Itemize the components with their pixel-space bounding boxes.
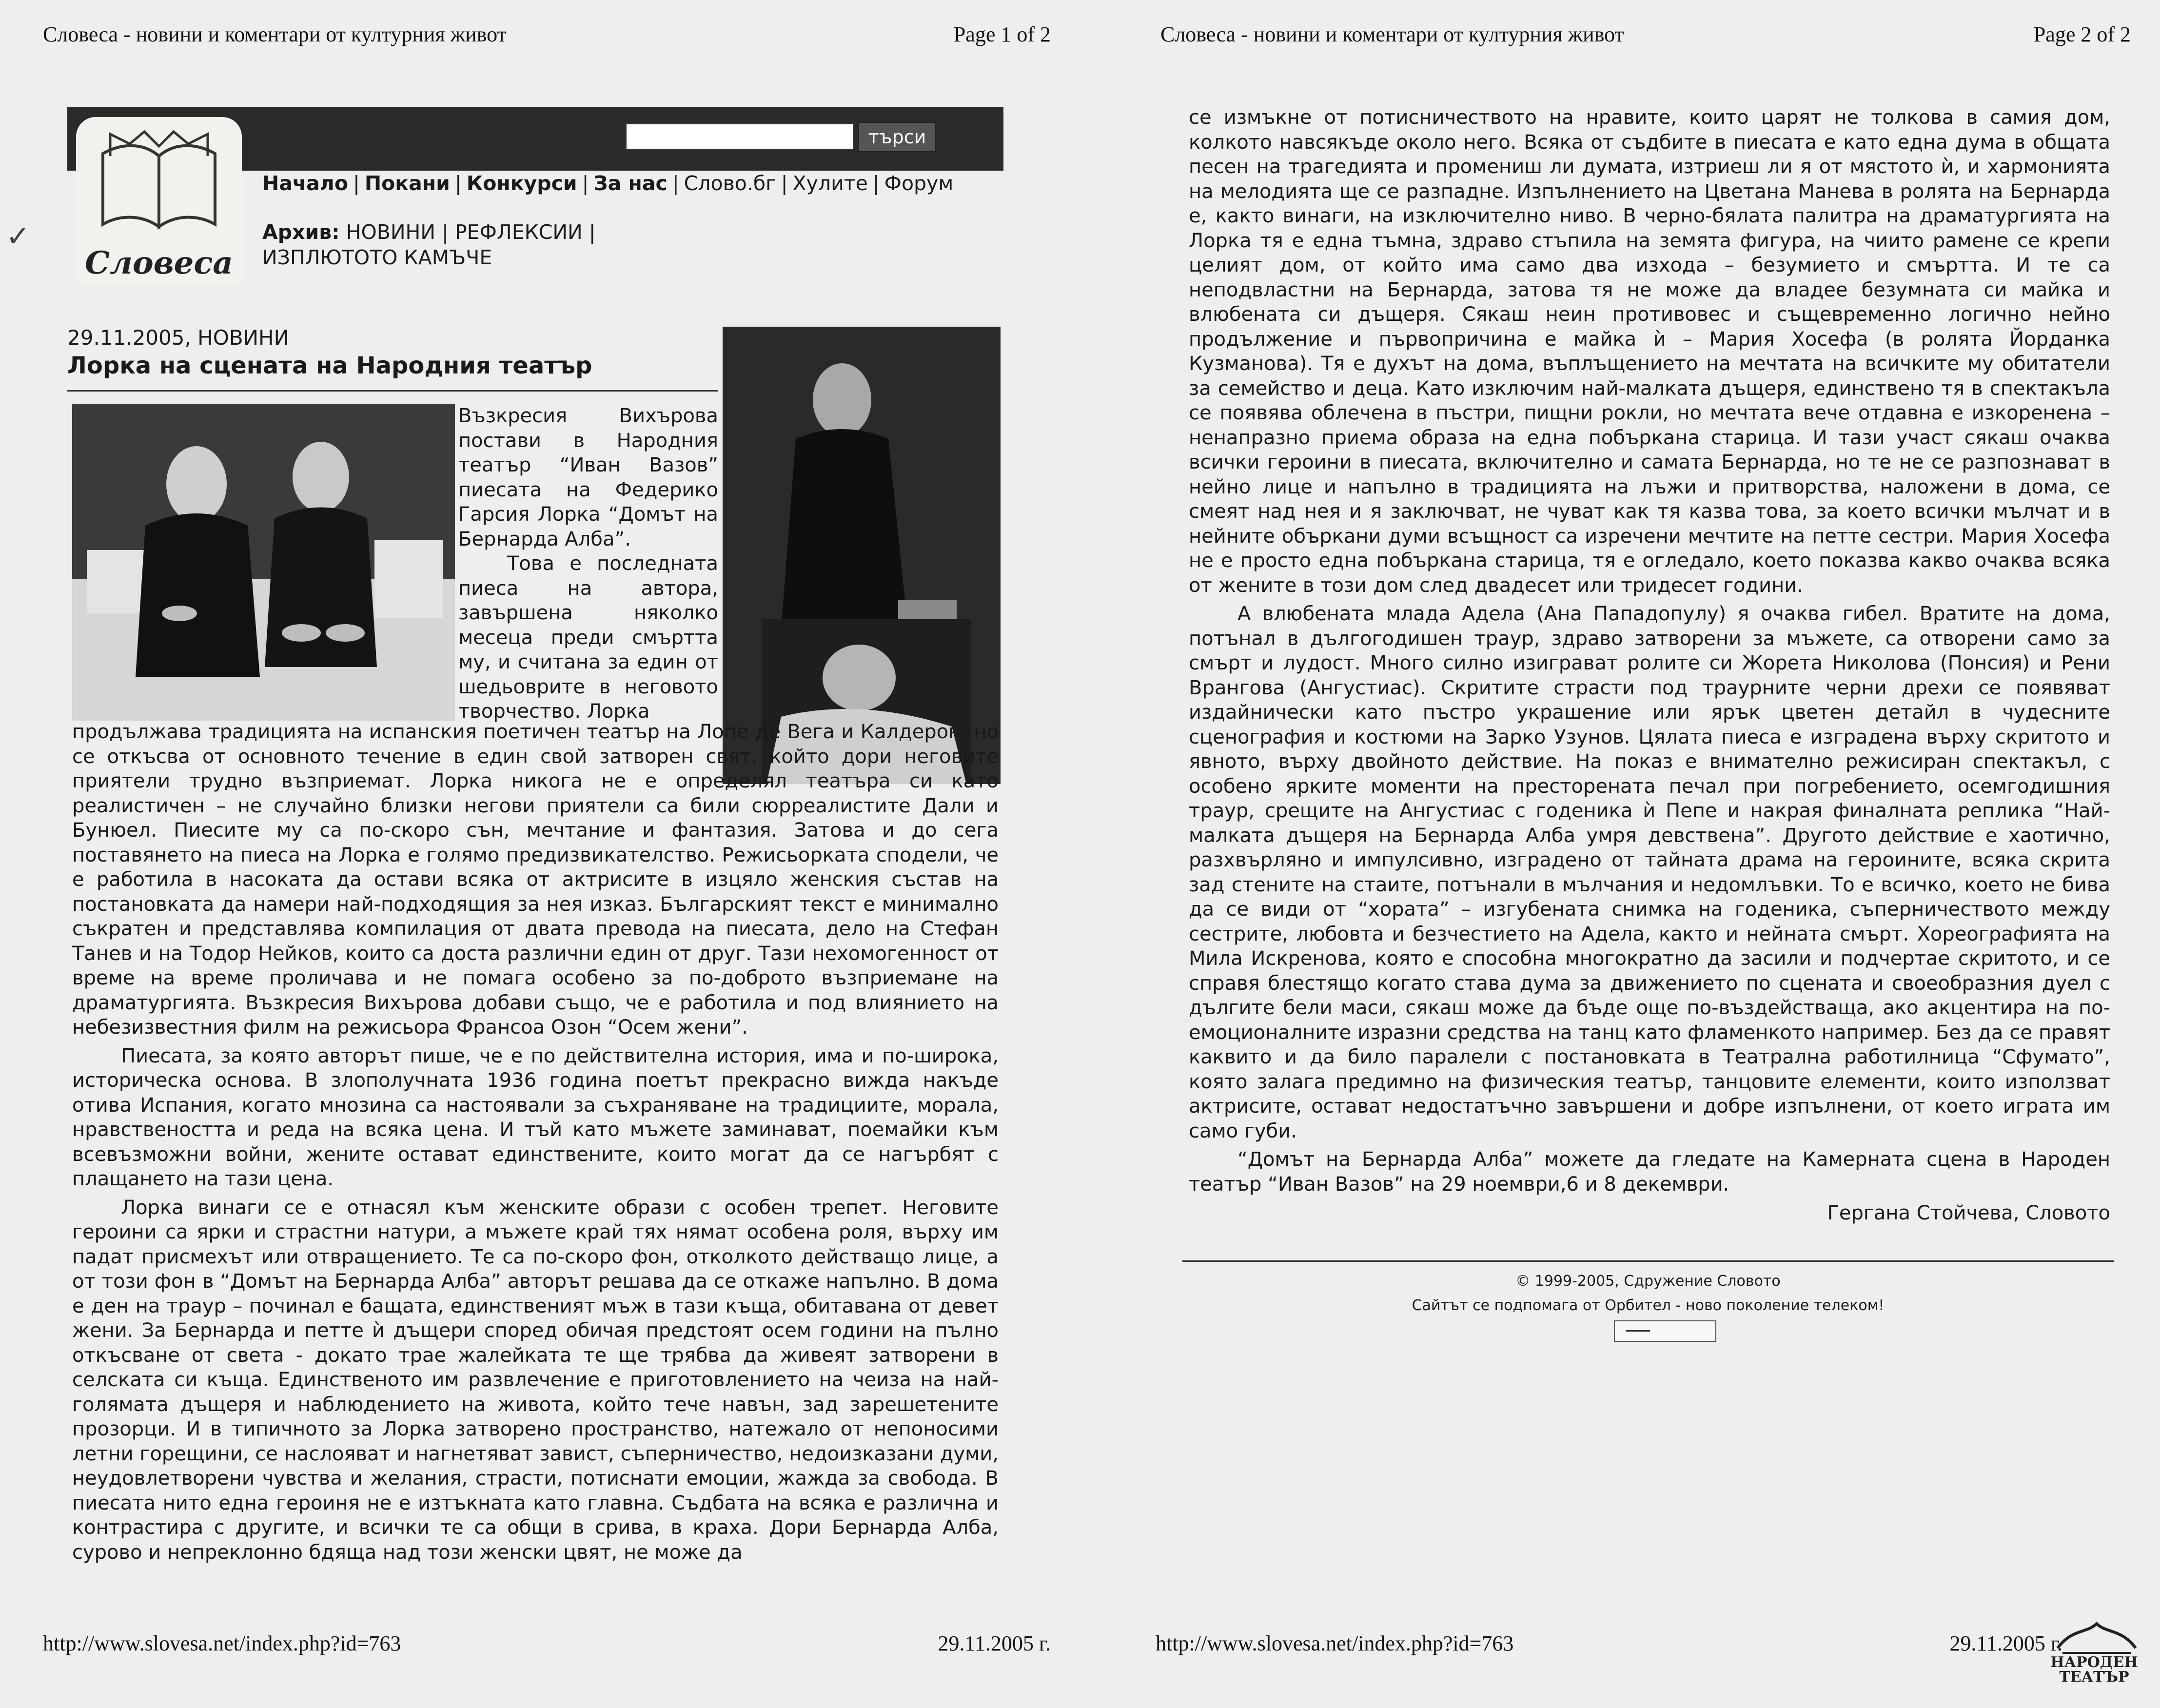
article-paragraph-5: А влюбената млада Адела (Ана Пападопулу) я очаква гибел. Вратите на дома, потънал в дългогодишен траур, здраво затворени за мъжете, са отворени само за смърт и лудост. Много силно изиграват ролите си Жорета Николова (Понсия) и Рени Врангова (Ангустиас). Скритите страсти под траурните черни дрехи се появяват издайнически като пъстро украшение или ярък цветен детайл в чудесните сценография и костюми на Зарко Узунов. Цялата пиеса е изградена върху скритото и явното, върху двойното действие. На показ е внимателно режисиран спектакъл, с особено ярките моменти на престорената печал при погребението, осемгодишния траур, срещите на Ангустиас с годеника ѝ Пепе и накрая финалната реплика “Най-малката дъщеря на Бернарда Алба умря девствена”. Другото действие е хаотично, разхвърляно и импулсивно, изградено от тайната драма на героините, всяка скрита зад стените на стаите, потънали в мълчания и недомлъвки. То е всичко, което не бива да се види от “хората” – изгубената снимка на годеника, съперничеството между сестрите, любовта и безчестието на Адела, както и нейната смърт. Хореографията на Мила Искренова, която е способна многократно да засили и подчертае скритото, и се справя блестящо когато става дума за движението по сцената и своеобразния дуел с дългите бели маси, сякаш може да бъде още по-въздействаща, ако акцентира на по-емоционалните изразни средства на танц като фламенкото например. Без да се правят каквито и да било паралели с постановката в Театрална работилница “Сфумато”, която залага предимно на физическия театър, танцовите елементи, които използват актрисите, остават недостатъчно завършени и добре изпълнени, от което играта им само губи. [1189, 603, 2110, 1142]
print-footer-date: 29.11.2005 г. [1949, 1631, 2062, 1655]
nav-link-forum[interactable]: Форум [884, 172, 954, 195]
print-footer-url: http://www.slovesa.net/index.php?id=763 [43, 1631, 401, 1655]
print-header-title: Словеса - новини и коментари от културния живот [1160, 22, 1624, 46]
print-footer-date: 29.11.2005 г. [938, 1631, 1051, 1655]
title-divider [67, 390, 718, 392]
article-paragraph-4: се измъкне от потисничеството на нравите, които царят не толкова в самия дом, колкото навсякъде около него. Всяка от съдбите в пиесата е като една дума в общата песен на трагедията и промениш ли думата, изтриеш ли я от мястото ѝ, и хармонията на мелодията ще се разпадне. Изпълнението на Цветана Манева в ролята на Бернарда е, както винаги, на изключително ниво. В черно-бялата палитра на драматургията на Лорка тя е една тъмна, здраво стъпила на земята фигура, на чиито рамене се крепи целият дом, от който има само два изхода – безумието и смъртта. И те са неподвластни на Бернарда, затова тя не може да владее безумната си майка и влюбената си дъщеря. Сякаш неин противовес и същевременно логично нейно продължение и първопричина е майка ѝ – Мария Хосефа (в ролята Йорданка Кузманова). Тя е духът на дома, въплъщението на мечтата на всичките му обитатели за семейство и деца. Като изключим най-малката дъщеря, единствено тя в спектакъла се появява облечена в пъстри, пищни рокли, но мечтата вече отдавна е изкоренена – ненапразно приема образа на една побъркана старица. И тази участ сякаш очаква всички героини в пиесата, включително и самата Бернарда, но те не се разпознават в нейно лице и напълно в традицията на лъжи и притворства, наложени в дома, се смеят над нея и я заключват, не чуват как тя казва това, за което всички мълчат и в нейните объркани думи всъщност са изречени мечтите на петте сестри. Мария Хосефа не е просто една побъркана старица, тя е огледало, което показва какво очаква всяка от жените в този дом след двадесет или тридесет години. [1189, 106, 2110, 597]
site-sponsor-note[interactable]: Сайтът се подпомага от Орбител - ново поколение телеком! [1412, 1297, 1885, 1314]
article-paragraph-2: Пиесата, за която авторът пише, че е по действителна история, има и по-широка, историческа основа. В злополучната 1936 година поетът прекрасно вижда накъде отива Испания, когато мнозина са настоявали за съхраняване на традициите, морала, нравствеността и реда на всяка цена. И тъй като мъжете заминават, поемайки към всевъзможни войни, жените остават единствените, които могат да се нагърбят с плащането на тази цена. [72, 1044, 999, 1190]
stage-photo-mother-daughter [723, 327, 1001, 784]
logo-wordmark: Словеса [85, 245, 233, 281]
article-body-page-1 [72, 720, 999, 1565]
counter-badge[interactable] [1614, 1320, 1716, 1342]
site-copyright: © 1999-2005, Сдружение Словото [1515, 1273, 1781, 1290]
theatre-stamp-text: НАРОДЕН ТЕАТЪР [2050, 1654, 2138, 1686]
article-paragraph-3: Лорка винаги се е отнасял към женските образи с особен трепет. Неговите героини са ярки и страстни натури, а мъжете край тях нямат особена роля, върху им падат присмехът или отвращението. Те са по-скоро фон, отколкото действащо лице, а от този фон в “Домът на Бернарда Алба” авторът решава да се откаже напълно. В дома е ден на траур – починал е бащата, единственият мъж в тази къща, обитавана от девет жени. За Бернарда и петте ѝ дъщери според обичая предстоят осем години на пълно откъсване от света - докато трае жалейката те ще трябва да живеят затворени в селската си къща. Единственото им развлечение е приготовлението на чеиза на най-голямата дъщеря и наблюдението на живота, който тече навън, зад зарешетените прозорци. И в типичното за Лорка затворено пространство, натежало от непоносими летни горещини, се наслояват и нагнетяват завист, съперничество, недоизказани думи, неудовлетворени чувства и желания, страсти, потиснати емоции, жажда за свобода. В пиесата нито една героиня не е изтъкната като главна. Съдбата на всяка е различна и контрастира с другите, и всички те са общи в срива, в краха. Дори Бернарда Алба, сурово и непреклонно бдяща над този женски цвят, не може да [72, 1196, 999, 1564]
print-page-label: Page 2 of 2 [2033, 22, 2131, 46]
print-footer [1156, 1631, 2131, 1656]
handwritten-check-mark: ✓ [6, 219, 31, 254]
print-page-label: Page 1 of 2 [953, 22, 1051, 46]
stage-photo-two-actresses [72, 404, 455, 721]
nav-link-slovo-bg[interactable]: Слово.бг [684, 172, 776, 195]
site-footer-divider [1182, 1260, 2114, 1262]
print-header [43, 22, 1051, 47]
nav-link-contests[interactable]: Конкурси [466, 172, 577, 195]
print-header-title: Словеса - новини и коментари от културния живот [43, 22, 507, 46]
nav-link-invitations[interactable]: Покани [364, 172, 450, 195]
article-date-category: 29.11.2005, НОВИНИ [67, 326, 290, 350]
nav-link-about[interactable]: За нас [593, 172, 668, 195]
nav-link-home[interactable]: Начало [262, 172, 348, 195]
search-input[interactable] [625, 123, 854, 150]
article-title: Лорка на сцената на Народния театър [67, 352, 592, 379]
print-footer-url: http://www.slovesa.net/index.php?id=763 [1156, 1631, 1514, 1655]
archive-label: Архив: [262, 220, 340, 244]
print-footer [43, 1631, 1051, 1656]
article-paragraph-1: продължава традицията на испанския поетичен театър на Лопе де Вега и Калдерон, но се откъсва от основното течение в един свой затворен свят, който дори неговите приятели трудно възприемат. Лорка никога не е определял театъра си като реалистичен – не случайно близки негови приятели са били сюрреалистите Дали и Бунюел. Пиесите му са по-скоро сън, мечтание и фантазия. Затова и до сега поставянето на пиеса на Лорка е голямо предизвикателство. Режисьорката сподели, че е работила в насоката да остави всяка от актрисите в изцяло женския състав на постановката да намери най-подходящия за нея изказ. Българският текст е минимално съкратен и представлява компилация от двата превода на пиесата, дело на Стефан Танев и на Тодор Нейков, които са доста различни един от друг. Тази нехомогенност от време на време проличава и не помага особено за по-доброто възприемане на драматургията. Възкресия Вихърова добави също, че е работила и под влиянието на небезизвестния филм на режисьора Франсоа Озон “Осем жени”. [72, 721, 999, 1039]
archive-link-news[interactable]: НОВИНИ [346, 220, 436, 244]
print-header [1160, 22, 2131, 47]
archive-links: Архив: НОВИНИ | РЕФЛЕКСИИ | ИЗПЛЮТОТО КАМЪЧЕ [262, 220, 596, 269]
article-paragraph-6: “Домът на Бернарда Алба” можете да гледате на Камерната сцена в Народен театър “Иван Вазов” на 29 ноември,6 и 8 декември. [1189, 1148, 2110, 1196]
search-button[interactable]: търси [858, 122, 936, 152]
archive-link-reflections[interactable]: РЕФЛЕКСИИ [454, 220, 583, 244]
intro-paragraph: Възкресия Вихърова постави в Народния театър “Иван Вазов” пиесата на Федерико Гарсия Лорка “Домът на Бернарда Алба”. [458, 405, 718, 550]
open-book-icon [91, 127, 227, 244]
article-intro [458, 404, 718, 724]
top-navigation: Начало | Покани | Конкурси | За нас | Слово.бг | Хулите | Форум [262, 172, 954, 195]
site-logo[interactable] [76, 117, 242, 285]
intro-continuation: Това е последната пиеса на автора, завършена няколко месеца преди смъртта му, и считана за един от шедьоврите в неговото творчество. Лорка [458, 552, 718, 723]
article-body-page-2 [1189, 105, 2110, 1197]
article-signature: Гергана Стойчева, Словото [1827, 1202, 2110, 1224]
archive-link-pebble[interactable]: ИЗПЛЮТОТО КАМЪЧЕ [262, 246, 492, 269]
nav-link-hulite[interactable]: Хулите [792, 172, 868, 195]
